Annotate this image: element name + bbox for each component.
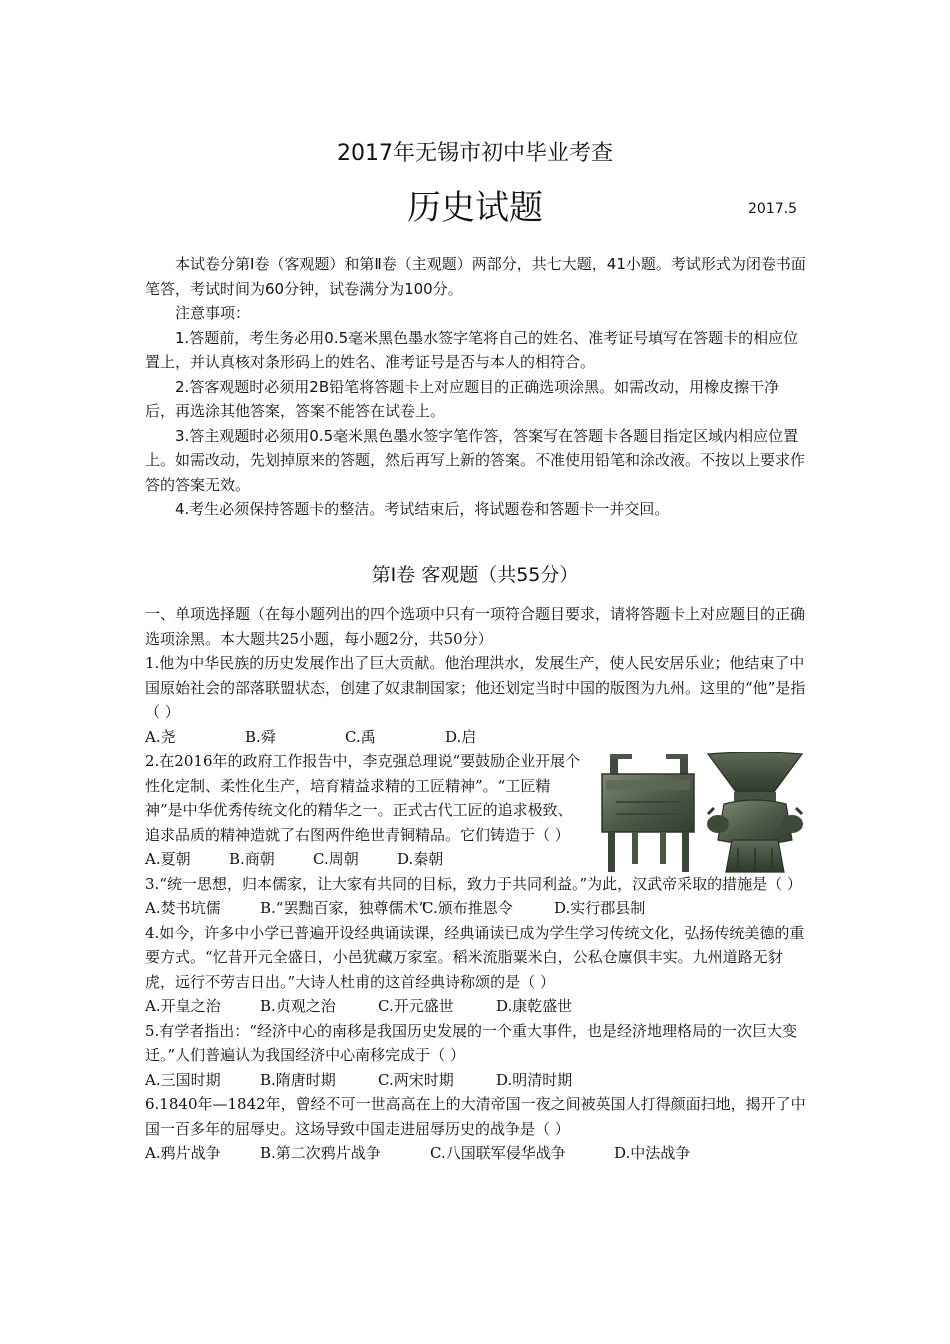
question-4 xyxy=(145,921,807,1019)
notice-item-2: 2.答客观题时必须用2B铅笔将答题卡上对应题目的正确选项涂黑。如需改动，用橡皮擦干净后，再选涂其他答案，答案不能答在试卷上。 xyxy=(145,377,780,420)
option-c[interactable]: C.颁布推恩令 xyxy=(422,899,513,917)
question-stem: 5.有学者指出：“经济中心的南移是我国历史发展的一个重大事件，也是经济地理格局的一次巨大变迁。”人们普遍认为我国经济中心南移完成于（ ） xyxy=(145,1021,797,1064)
exam-date: 2017.5 xyxy=(748,201,797,217)
option-d[interactable]: D.明清时期 xyxy=(496,1070,573,1089)
part-description: （在每小题列出的四个选项中只有一项符合题目要求，请将答题卡上对应题目的正确选项涂黑。本大题共25小题，每小题2分，共50分） xyxy=(145,605,806,648)
option-b[interactable]: B.贞观之治 xyxy=(260,997,336,1015)
option-a[interactable]: A.三国时期 xyxy=(145,1070,221,1089)
option-b[interactable]: B.商朝 xyxy=(229,850,275,868)
option-c[interactable]: C.两宋时期 xyxy=(378,1070,454,1089)
option-d[interactable]: D.启 xyxy=(445,727,477,746)
question-3 xyxy=(145,872,807,921)
question-options xyxy=(145,994,807,1019)
bronze-figure-svg xyxy=(596,752,810,876)
question-stem: 4.如今，许多中小学已普遍开设经典诵读课，经典诵读已成为学生学习传统文化，弘扬传统美德的重要方式。“忆昔开元全盛日，小邑犹藏万家室。稻米流脂粟米白，公私仓廪俱丰实。九州道路无豺虎，远行不劳吉日出。”大诗人杜甫的这首经典诗称颂的是（ ） xyxy=(145,923,805,991)
part-label: 一、单项选择题 xyxy=(145,605,251,623)
intro-paragraph: 本试卷分第Ⅰ卷（客观题）和第Ⅱ卷（主观题）两部分，共七大题，41小题。考试形式为闭卷书面笔答，考试时间为60分钟，试卷满分为100分。 xyxy=(145,255,806,298)
option-a[interactable]: A.焚书坑儒 xyxy=(145,899,221,917)
option-d[interactable]: D.中法战争 xyxy=(614,1144,691,1162)
notice-item-3: 3.答主观题时必须用0.5毫米黑色墨水签字笔作答，答案写在答题卡各题目指定区域内相应位置上。如需改动，先划掉原来的答题，然后再写上新的答案。不准使用铅笔和涂改液。不按以上要求作答的答案无效。 xyxy=(145,426,806,494)
question-1 xyxy=(145,651,807,749)
option-a[interactable]: A.夏朝 xyxy=(145,850,191,868)
question-stem: 6.1840年—1842年，曾经不可一世高高在上的大清帝国一夜之间被英国人打得颜面扫地，揭开了中国一百多年的屈辱史。这场导致中国走进屈辱历史的战争是（ ） xyxy=(145,1095,806,1138)
question-stem: 3.“统一思想，归本儒家，让大家有共同的目标，致力于共同利益。”为此，汉武帝采取的措施是（ ） xyxy=(145,874,802,893)
option-d[interactable]: D.康乾盛世 xyxy=(496,997,573,1015)
exam-title: 2017年无锡市初中毕业考查 xyxy=(337,141,613,166)
notice-item-1: 1.答题前，考生务必用0.5毫米黑色墨水签字笔将自己的姓名、准考证号填写在答题卡的相应位置上，并认真核对条形码上的姓名、准考证号是否与本人的相符合。 xyxy=(145,328,799,371)
question-stem: 1.他为中华民族的历史发展作出了巨大贡献。他治理洪水，发展生产，使人民安居乐业；他结束了中国原始社会的部落联盟状态，创建了奴隶制国家；他还划定当时中国的版图为九州。这里的“他”是指（ ） xyxy=(145,654,806,721)
question-options xyxy=(145,896,807,921)
option-d[interactable]: D.秦朝 xyxy=(397,850,444,868)
bronze-figure xyxy=(596,752,810,876)
option-a[interactable]: A.鸦片战争 xyxy=(145,1144,221,1162)
option-b[interactable]: B.舜 xyxy=(245,727,276,746)
part-heading xyxy=(145,602,807,651)
question-stem: 2.在2016年的政府工作报告中，李克强总理说“要鼓励企业开展个性化定制、柔性化生产，培育精益求精的工匠精神”。“工匠精神”是中华优秀传统文化的精华之一。正式古代工匠的追求极致、追求品质的精神造就了右图两件绝世青铜精品。它们铸造于（ ） xyxy=(145,752,581,844)
option-b[interactable]: B.“罢黜百家，独尊儒术” xyxy=(260,899,427,917)
instructions xyxy=(145,252,807,522)
bronze-zun-vessel-icon xyxy=(707,752,803,872)
option-c[interactable]: C.开元盛世 xyxy=(378,997,454,1015)
option-d[interactable]: D.实行郡县制 xyxy=(554,899,646,917)
notice-item-4: 4.考生必须保持答题卡的整洁。考试结束后，将试题卷和答题卡一并交回。 xyxy=(175,500,670,518)
option-c[interactable]: C.八国联军侵华战争 xyxy=(430,1144,566,1162)
question-list xyxy=(145,651,807,1166)
option-a[interactable]: A.尧 xyxy=(145,727,176,746)
question-options xyxy=(145,1141,807,1166)
subject-title: 历史试题 xyxy=(407,188,543,228)
question-6 xyxy=(145,1092,807,1166)
question-options xyxy=(145,1068,807,1093)
option-b[interactable]: B.第二次鸦片战争 xyxy=(260,1144,381,1162)
option-b[interactable]: B.隋唐时期 xyxy=(260,1070,336,1089)
option-c[interactable]: C.周朝 xyxy=(313,850,359,868)
question-5 xyxy=(145,1019,807,1093)
option-c[interactable]: C.禹 xyxy=(345,727,376,746)
bronze-ding-vessel-icon xyxy=(602,754,694,872)
section-title: 第Ⅰ卷 客观题（共55分） xyxy=(371,564,579,586)
notice-label: 注意事项： xyxy=(175,304,251,322)
question-options xyxy=(145,725,807,750)
option-a[interactable]: A.开皇之治 xyxy=(145,997,221,1015)
